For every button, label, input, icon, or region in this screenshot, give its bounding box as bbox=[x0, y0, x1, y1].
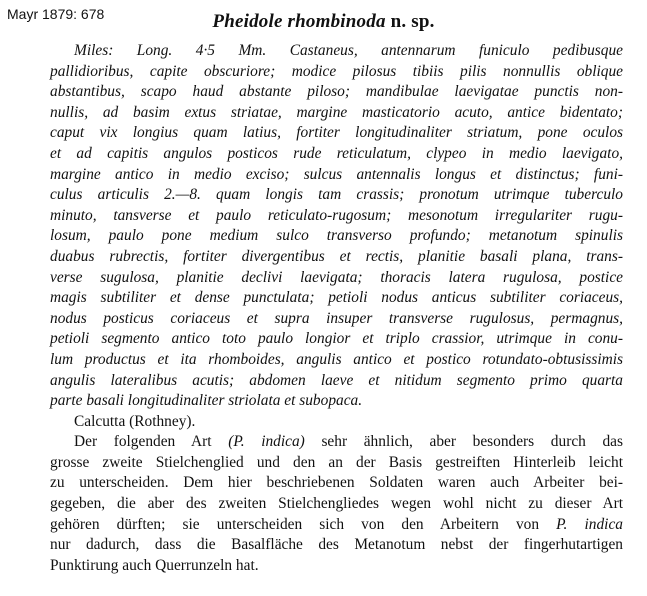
description-line: et ad capitis angulos posticos rude reticulatum, clypeo in medio laevigato, bbox=[50, 144, 623, 162]
remarks-line: gegeben, die aber des zweiten Stielchengliedes wegen wohl nicht zu dieser Art bbox=[50, 495, 623, 513]
remarks-text: gehören dürften; sie unterscheiden sich von den Arbeitern von bbox=[50, 515, 557, 533]
description-line: angulis lateralibus acutis; abdomen laeve et nitidum segmento primo quarta bbox=[50, 371, 623, 389]
species-reference: (P. indica) bbox=[228, 433, 305, 451]
remarks-text: Der folgenden Art bbox=[74, 433, 229, 451]
species-description bbox=[50, 41, 623, 576]
description-line: duabus rubrectis, fortiter divergentibus et rectis, planitie basali plana, trans- bbox=[50, 247, 623, 265]
species-reference: P. indica bbox=[556, 515, 623, 533]
remarks-line bbox=[50, 432, 623, 453]
description-line: margine antico in medio exciso; sulcus antennalis longus et distinctus; funi- bbox=[50, 165, 623, 183]
remarks-text: sehr ähnlich, aber besonders durch das bbox=[304, 433, 623, 451]
description-line: Miles: Long. 4·5 Mm. Castaneus, antennarum funiculo pedibusque bbox=[74, 42, 623, 59]
latin-description bbox=[50, 41, 623, 412]
locality-line: Calcutta (Rothney). bbox=[74, 412, 196, 430]
description-line: lum productus et ita rhomboides, angulis antico et postico rotundato-obtusissimis bbox=[50, 350, 623, 368]
german-remarks bbox=[50, 432, 623, 576]
description-line: pallidioribus, capite obscuriore; modice pilosus tibiis pilis nonnullis oblique bbox=[50, 62, 623, 80]
description-line: caput vix longius quam latius, fortiter longitudinaliter striatum, pone oculos bbox=[50, 124, 623, 142]
description-line: culus articulis 2.—8. quam longis tam crassis; pronotum utrimque tuberculo bbox=[50, 186, 623, 204]
remarks-line bbox=[50, 515, 623, 536]
reference-label: Mayr 1879: 678 bbox=[7, 6, 105, 22]
remarks-line: grosse zweite Stielchenglied und den an der Basis gestreiften Hinterleib leicht bbox=[50, 453, 623, 471]
description-line: nullis, ad basim extus striatae, margine masticatorio acuto, antice bidentato; bbox=[50, 103, 623, 121]
description-line: verse sugulosa, planitie declivi laevigata; thoracis latera rugulosa, postice bbox=[50, 268, 623, 286]
remarks-line: zu unterscheiden. Dem hier beschriebenen Soldaten waren auch Arbeiter bei- bbox=[50, 474, 623, 492]
description-line: minuto, tansverse et paulo reticulato-rugosum; mesonotum irregulariter rugu- bbox=[50, 206, 623, 224]
description-line: petioli segmento antico toto paulo longior et triplo crassior, utrimque in conu- bbox=[50, 330, 623, 348]
new-species-note: n. sp. bbox=[385, 11, 435, 32]
species-heading bbox=[0, 11, 647, 33]
description-line: parte basali longitudinaliter striolata et subopaca. bbox=[50, 392, 363, 410]
description-line: abstantibus, scapo haud abstante piloso; mandibulae laevigatae punctis non- bbox=[50, 83, 623, 101]
description-line: magis subtiliter et dense punctulata; petioli nodus anticus subtiliter coriaceus, bbox=[50, 289, 623, 307]
species-name: Pheidole rhombinoda bbox=[212, 11, 386, 32]
description-line: losum, paulo pone medium sulco transverso profundo; metanotum spinulis bbox=[50, 227, 623, 245]
description-line: nodus posticus coriaceus et supra insuper transverse rugulosus, permagnus, bbox=[50, 309, 623, 327]
remarks-line: nur dadurch, dass die Basalfläche des Metanotum nebst der fingerhutartigen bbox=[50, 536, 623, 554]
remarks-line: Punktirung auch Querrunzeln hat. bbox=[50, 556, 259, 574]
